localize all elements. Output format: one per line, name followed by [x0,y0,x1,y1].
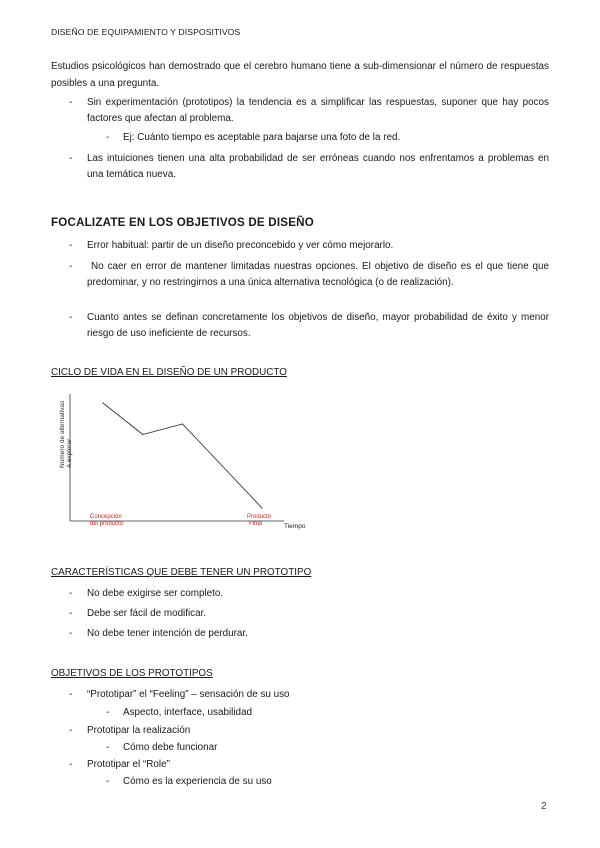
running-header: DISEÑO DE EQUIPAMIENTO Y DISPOSITIVOS [51,27,241,37]
objetivos-item-3 [69,310,549,341]
dash-bullet: - [69,312,73,323]
line-vertex-point [102,402,103,403]
item-text: No caer en error de mantener limitadas nuestras opciones. El objetivo de diseño es el que tiene que predominar, y no restringirnos a una única alternativa tecnológica (o de realización). [87,261,549,288]
item-text: Debe ser fácil de modificar. [87,608,207,619]
prototipos-subitem-2 [106,740,549,756]
start-label-line-1: Concepción [90,514,122,520]
prototipos-subitem-3 [106,774,549,790]
line-vertex-point [142,434,143,435]
dash-bullet: - [69,628,73,639]
end-label-line-2: Final [249,521,263,527]
item-text: Cómo es la experiencia de su uso [123,776,272,787]
dash-bullet: - [106,132,110,143]
objetivos-item-2 [69,259,549,290]
item-text: Las intuiciones tienen una alta probabilidad de ser erróneas cuando nos enfrentamos a problemas en una temática nueva. [87,153,549,180]
item-text: No debe tener intención de perdurar. [87,628,248,639]
line-vertex-point [182,423,183,424]
prototipos-item-2 [69,723,549,739]
y-axis-label-line-1: Número de alternativas [59,400,66,468]
y-axis-label-line-2: A explorar [66,438,73,468]
item-text: Cómo debe funcionar [123,742,218,753]
dash-bullet: - [69,97,73,108]
dash-bullet: - [69,725,73,736]
x-axis-label: Tiempo [284,523,306,530]
item-text: “Prototipar” el “Feeling” – sensación de su uso [87,689,290,700]
prototipos-subitem-1 [106,705,549,721]
item-text: Sin experimentación (prototipos) la tendencia es a simplificar las respuestas, suponer que hay pocos factores que afectan al problema. [87,97,549,124]
item-text: Ej: Cuánto tiempo es aceptable para bajarse una foto de la red. [123,132,401,143]
dash-bullet: - [69,261,73,272]
caracteristicas-item-2 [69,606,549,622]
objetivos-item-1 [69,238,549,254]
item-text: No debe exigirse ser completo. [87,588,224,599]
line-vertex-point [222,465,223,466]
item-text: Cuanto antes se definan concretamente los objetivos de diseño, mayor probabilidad de éxito y menor riesgo de uso ineficiente de recursos. [87,312,549,339]
dash-bullet: - [106,742,110,753]
item-text: Aspecto, interface, usabilidad [123,707,253,718]
dash-bullet: - [69,153,73,164]
dash-bullet: - [69,689,73,700]
intro-paragraph: Estudios psicológicos han demostrado que el cerebro humano tiene a sub-dimensionar el número de respuestas posibles a una pregunta. [51,61,549,89]
intro-subitem-1 [106,130,549,146]
dash-bullet: - [69,240,73,251]
section-title-objetivos: FOCALIZATE EN LOS OBJETIVOS DE DISEÑO [51,216,314,229]
prototipos-item-3 [69,757,549,773]
item-text: Error habitual: partir de un diseño preconcebido y ver cómo mejorarlo. [87,240,394,251]
caracteristicas-item-1 [69,586,549,602]
line-vertex-point [261,507,262,508]
dash-bullet: - [106,707,110,718]
prototipos-item-1 [69,687,549,703]
dash-bullet: - [106,776,110,787]
end-label-line-1: Producto [247,514,272,520]
item-text: Prototipar la realización [87,725,191,736]
item-text: Prototipar el “Role” [87,759,170,770]
caracteristicas-item-3 [69,626,549,642]
dash-bullet: - [69,759,73,770]
alternatives-line [103,403,262,508]
dash-bullet: - [69,608,73,619]
section-title-caracteristicas: CARACTERÍSTICAS QUE DEBE TENER UN PROTOTIPO [51,567,312,578]
lifecycle-chart [58,390,318,532]
intro-item-1 [69,95,549,126]
section-title-ciclo-de-vida: CICLO DE VIDA EN EL DISEÑO DE UN PRODUCTO [51,367,287,378]
page-number: 2 [541,801,547,812]
intro-item-2 [69,151,549,182]
section-title-objetivos-prototipos: OBJETIVOS DE LOS PROTOTIPOS [51,668,213,679]
dash-bullet: - [69,588,73,599]
start-label-line-2: del producto [90,521,124,527]
